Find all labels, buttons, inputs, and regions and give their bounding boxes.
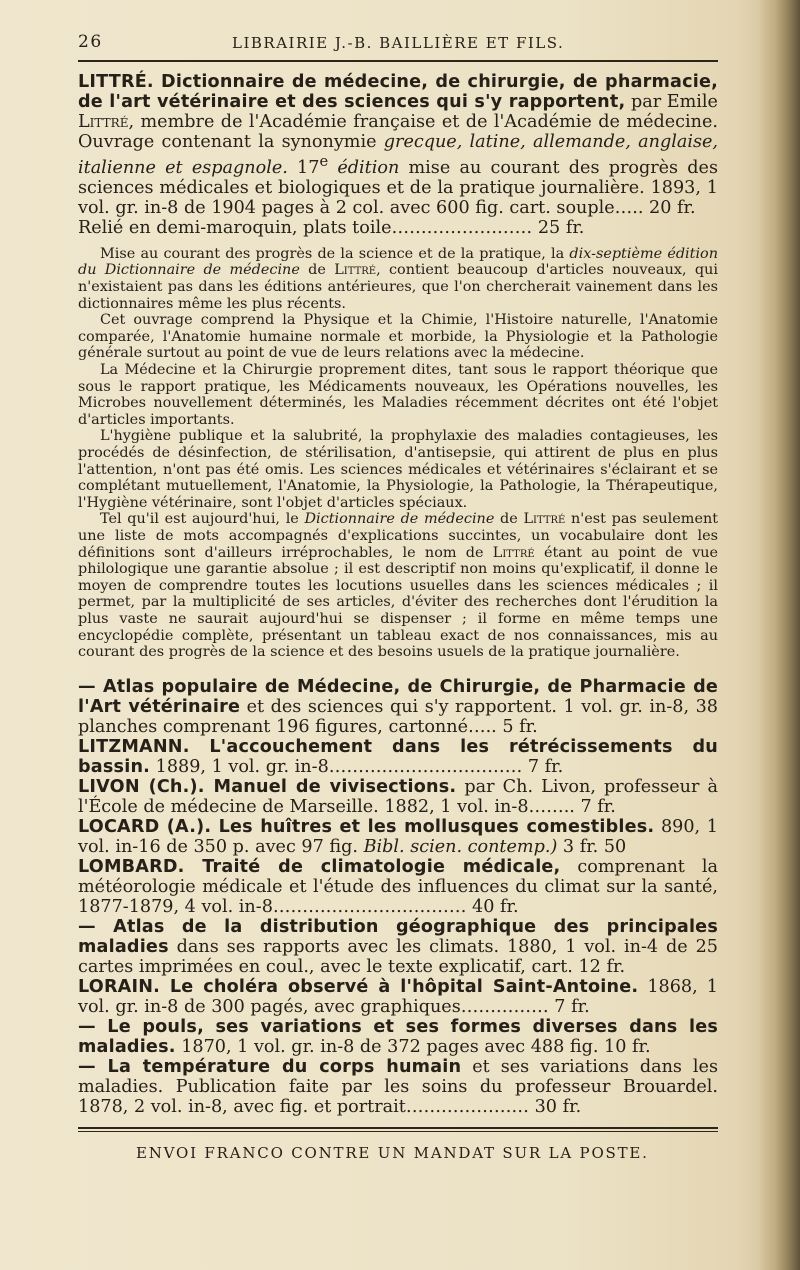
page-number: 26 — [78, 32, 103, 52]
entry-price: 40 fr. — [466, 896, 519, 917]
main-entry-languages: grecque, latine, allemande, anglaise, italienne et espagnole. — [78, 132, 718, 178]
entry-price: 7 fr. — [548, 996, 590, 1017]
catalogue-entry — [78, 677, 718, 737]
entry-title: — La température du corps humain — [78, 1056, 462, 1077]
desc-p5-d: étant au point de vue philologique une garantie absolue ; il est descriptif non moins qu'explicatif, il donne le moyen de comprendre toutes les locutions usuelles dans les sciences médicales ; il permet, par la multiplicité de ses articles, d'éviter des recherches dont l'érudition la plus vaste ne saurait aujourd'hui se dispenser ; il forme en même temps une encyclopédie complète, présentant un tableau exact de nos connaissances, mis au courant des progrès de la science et des besoins usuels de la pratique journalière. — [78, 544, 718, 661]
main-entry-text2: mise au courant des progrès des sciences médicales et biologiques et de la pratique journalière. 1893, 1 vol. gr. in-8 de 1904 pages à 2 col. avec 600 fig. cart. souple….. — [78, 157, 718, 218]
entry-price: 7 fr. — [522, 756, 564, 777]
main-entry-text1: , membre de l'Académie française et de l'Académie de médecine. Ouvrage contenant la synonymie — [78, 112, 718, 152]
desc-p1-c: , contient beaucoup d'articles nouveaux, qui n'existaient pas dans les éditions antérieures, que l'on chercherait vainement dans les dictionnaires même les plus récents. — [78, 262, 718, 312]
entry-price: 12 fr. — [572, 956, 626, 977]
entry-text: 1889, 1 vol. gr. in-8…………………………… — [150, 756, 523, 777]
entry-text: 890, 1 vol. in-16 de 350 p. avec 97 fig. — [78, 816, 718, 857]
entry-text: comprenant la météorologie médicale et l'étude des influences du climat sur la santé, 1877-1879, 4 vol. in-8…………………………… — [78, 856, 718, 917]
catalogue-entries — [78, 677, 718, 1117]
main-entry-price1: 20 fr. — [643, 197, 696, 218]
entry-price: 10 fr. — [598, 1036, 651, 1057]
entry-text: 1870, 1 vol. gr. in-8 de 372 pages avec 488 fig. — [175, 1036, 599, 1057]
catalogue-entry — [78, 857, 718, 917]
entry-title: LOCARD (A.). Les huîtres et les mollusques comestibles. — [78, 816, 655, 837]
main-entry-text3: Relié en demi-maroquin, plats toile…………………… — [78, 217, 533, 238]
desc-p5-italic: Dictionnaire de médecine — [304, 511, 495, 528]
entry-price: 5 fr. — [496, 716, 538, 737]
desc-p5-name: Littré — [523, 511, 566, 528]
entry-title: — Atlas populaire de Médecine, de Chirurgie, de Pharmacie de l'Art vétérinaire — [78, 676, 718, 717]
entry-price: 3 fr. 50 — [557, 836, 627, 857]
desc-p1-b: de — [299, 262, 335, 279]
description-paragraph — [78, 246, 718, 312]
main-entry-price2: 25 fr. — [532, 217, 585, 238]
catalogue-entry — [78, 1057, 718, 1117]
entry-title: — Le pouls, ses variations et ses formes diverses dans les maladies. — [78, 1016, 718, 1057]
entry-text: 1868, 1 vol. gr. in-8 de 300 pagés, avec graphiques…………… — [78, 976, 718, 1017]
entry-title: LITZMANN. L'accouchement dans les rétrécissements du bassin. — [78, 736, 718, 777]
main-entry-description — [78, 246, 718, 661]
description-paragraph: La Médecine et la Chirurgie proprement dites, tant sous le rapport théorique que sous le rapport pratique, les Médicaments nouveaux, les Opérations nouvelles, les Microbes nouvellement déterminés, les Maladies récemment décrites ont été l'objet d'articles importants. — [78, 362, 718, 428]
edition-sup: e — [319, 153, 329, 170]
header-rule — [78, 60, 718, 62]
entry-text: par Ch. Livon, professeur à l'École de médecine de Marseille. 1882, 1 vol. in-8…….. — [78, 776, 718, 817]
description-paragraph — [78, 511, 718, 660]
desc-p5-name2: Littré — [492, 544, 535, 561]
entry-title: LOMBARD. Traité de climatologie médicale, — [78, 856, 561, 877]
entry-text: et des sciences qui s'y rapportent. 1 vol. gr. in-8, 38 planches comprenant 196 figures, cartonné….. — [78, 696, 718, 737]
entry-price: 30 fr. — [529, 1096, 582, 1117]
desc-p5-b: de — [494, 511, 524, 528]
entry-title: LORAIN. Le choléra observé à l'hôpital Saint-Antoine. — [78, 976, 639, 997]
desc-p5-a: Tel qu'il est aujourd'hui, le — [100, 511, 305, 528]
page-content — [78, 20, 718, 1162]
desc-p5-c: n'est pas seulement une liste de mots accompagnés d'explications succintes, un vocabulaire dont les définitions sont d'ailleurs irréprochables, le nom de — [78, 511, 719, 561]
main-entry-by: par — [625, 92, 667, 112]
catalogue-entry — [78, 777, 718, 817]
desc-p1-a: Mise au courant des progrès de la science et de la pratique, la — [100, 245, 570, 262]
edition-number: 17 — [287, 157, 320, 178]
catalogue-entry — [78, 737, 718, 777]
entry-text: et ses variations dans les maladies. Publication faite par les soins du professeur Brouardel. 1878, 2 vol. in-8, avec fig. et portrait………………… — [78, 1056, 719, 1117]
entry-series: Bibl. scien. contemp.) — [363, 836, 558, 857]
page-header — [78, 20, 718, 60]
catalogue-entry — [78, 977, 718, 1017]
author-first: Emile — [666, 92, 718, 112]
footer-rule — [78, 1127, 718, 1129]
catalogue-entry — [78, 917, 718, 977]
running-head: LIBRAIRIE J.-B. BAILLIÈRE ET FILS. — [232, 34, 565, 52]
footer-rule-thin — [78, 1131, 718, 1132]
entry-title: — Atlas de la distribution géographique des principales maladies — [78, 916, 718, 957]
entry-text: dans ses rapports avec les climats. 1880, 1 vol. in-4 de 25 cartes imprimées en coul., avec le texte explicatif, cart. — [78, 936, 718, 977]
desc-p1-name: Littré — [334, 262, 377, 279]
main-entry-littre — [78, 72, 718, 238]
edition-label: édition — [328, 157, 400, 178]
main-entry-title: LITTRÉ. Dictionnaire de médecine, de chirurgie, de pharmacie, de l'art vétérinaire et des sciences qui s'y rapportent, — [78, 72, 718, 112]
description-paragraph: L'hygiène publique et la salubrité, la prophylaxie des maladies contagieuses, les procédés de désinfection, de stérilisation, d'antisepsie, qui attirent de plus en plus l'attention, n'ont pas été omis. Les sciences médicales et vétérinaires s'éclairant et se complétant mutuellement, l'Anatomie, la Physiologie, la Pathologie, la Thérapeutique, l'Hygiène vétérinaire, sont l'objet d'articles spéciaux. — [78, 428, 718, 511]
page-gutter-shadow — [758, 0, 800, 1270]
entry-price: 7 fr. — [574, 796, 616, 817]
footer-notice: ENVOI FRANCO CONTRE UN MANDAT SUR LA POSTE. — [136, 1143, 649, 1162]
description-paragraph: Cet ouvrage comprend la Physique et la Chimie, l'Histoire naturelle, l'Anatomie comparée, l'Anatomie humaine normale et morbide, la Physiologie et la Pathologie générale surtout au point de vue de leurs relations avec la médecine. — [78, 312, 718, 362]
catalogue-entry — [78, 817, 718, 857]
catalogue-entry — [78, 1017, 718, 1057]
desc-p1-italic: dix-septième édition du Dictionnaire de médecine — [78, 245, 718, 279]
author-last: Littré — [78, 112, 129, 132]
entry-title: LIVON (Ch.). Manuel de vivisections. — [78, 776, 457, 797]
